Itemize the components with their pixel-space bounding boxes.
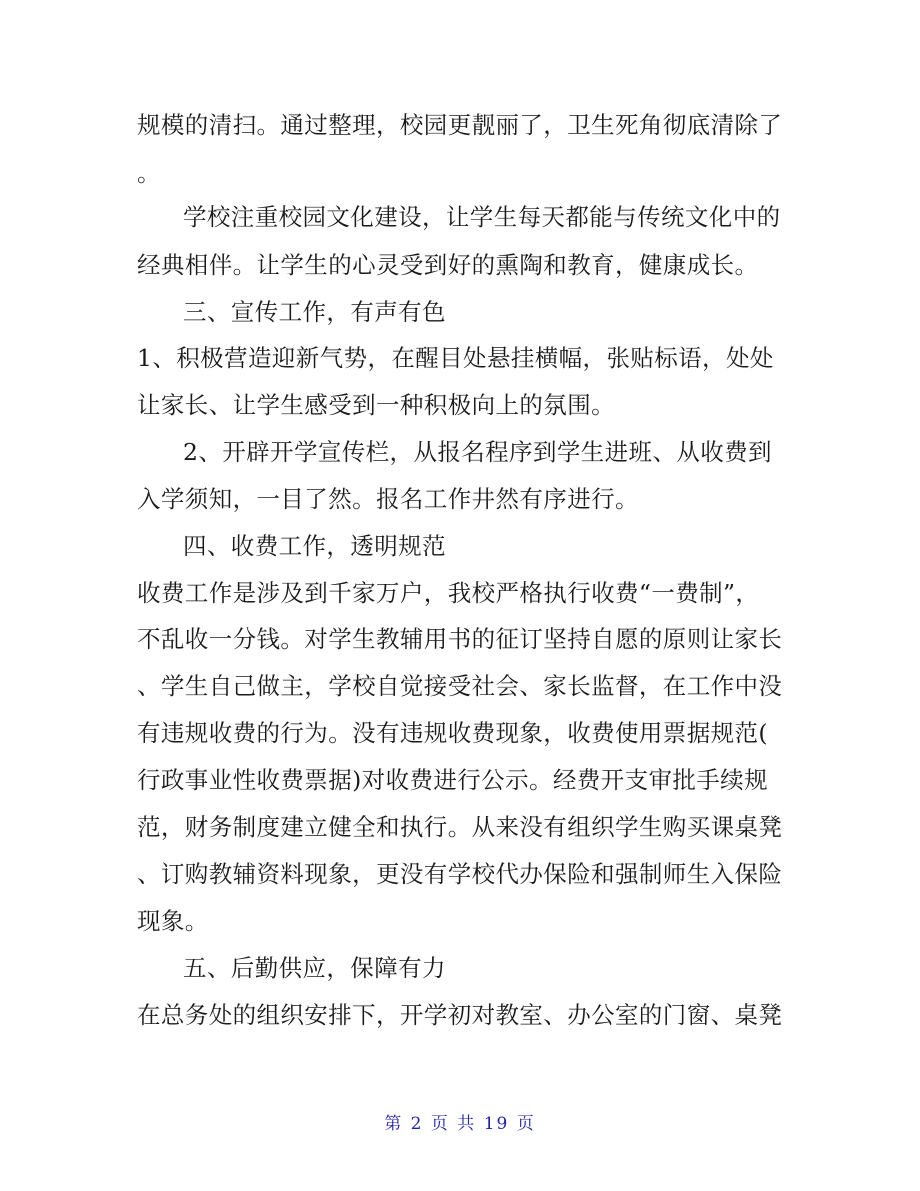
text-line: 有违规收费的行为。没有违规收费现象，收费使用票据规范(: [137, 719, 768, 747]
text-line: 现象。: [137, 907, 209, 935]
paragraph-first-line: 学校注重校园文化建设，让学生每天都能与传统文化中的: [183, 203, 781, 231]
list-item-line: 2、开辟开学宣传栏，从报名程序到学生进班、从收费到: [183, 438, 772, 466]
text-line: 不乱收一分钱。对学生教辅用书的征订坚持自愿的原则让家长: [137, 625, 783, 653]
text-line: 、订购教辅资料现象，更没有学校代办保险和强制师生入保险: [137, 860, 783, 888]
text-line: 在总务处的组织安排下，开学初对教室、办公室的门窗、桌凳: [137, 1001, 783, 1029]
text-line: 。: [137, 159, 161, 187]
section-heading: 五、后勤供应，保障有力: [183, 954, 446, 982]
text-line: 规模的清扫。通过整理，校园更靓丽了，卫生死角彻底清除了: [137, 111, 783, 139]
text-line: 入学须知，一目了然。报名工作井然有序进行。: [137, 485, 639, 513]
text-line: 、学生自己做主，学校自觉接受社会、家长监督，在工作中没: [137, 672, 783, 700]
text-line: 行政事业性收费票据)对收费进行公示。经费开支审批手续规: [137, 766, 768, 794]
page-number-footer: 第 2 页 共 19 页: [384, 1114, 536, 1134]
text-line: 经典相伴。让学生的心灵受到好的熏陶和教育，健康成长。: [137, 251, 759, 279]
list-item-line: 1、积极营造迎新气势，在醒目处悬挂横幅，张贴标语，处处: [137, 344, 774, 372]
text-line: 范，财务制度建立健全和执行。从来没有组织学生购买课桌凳: [137, 813, 783, 841]
text-line: 收费工作是涉及到千家万户，我校严格执行收费“一费制”，: [137, 579, 760, 607]
section-heading: 三、宣传工作，有声有色: [183, 298, 446, 326]
text-line: 让家长、让学生感受到一种积极向上的氛围。: [137, 391, 615, 419]
section-heading: 四、收费工作，透明规范: [183, 532, 446, 560]
